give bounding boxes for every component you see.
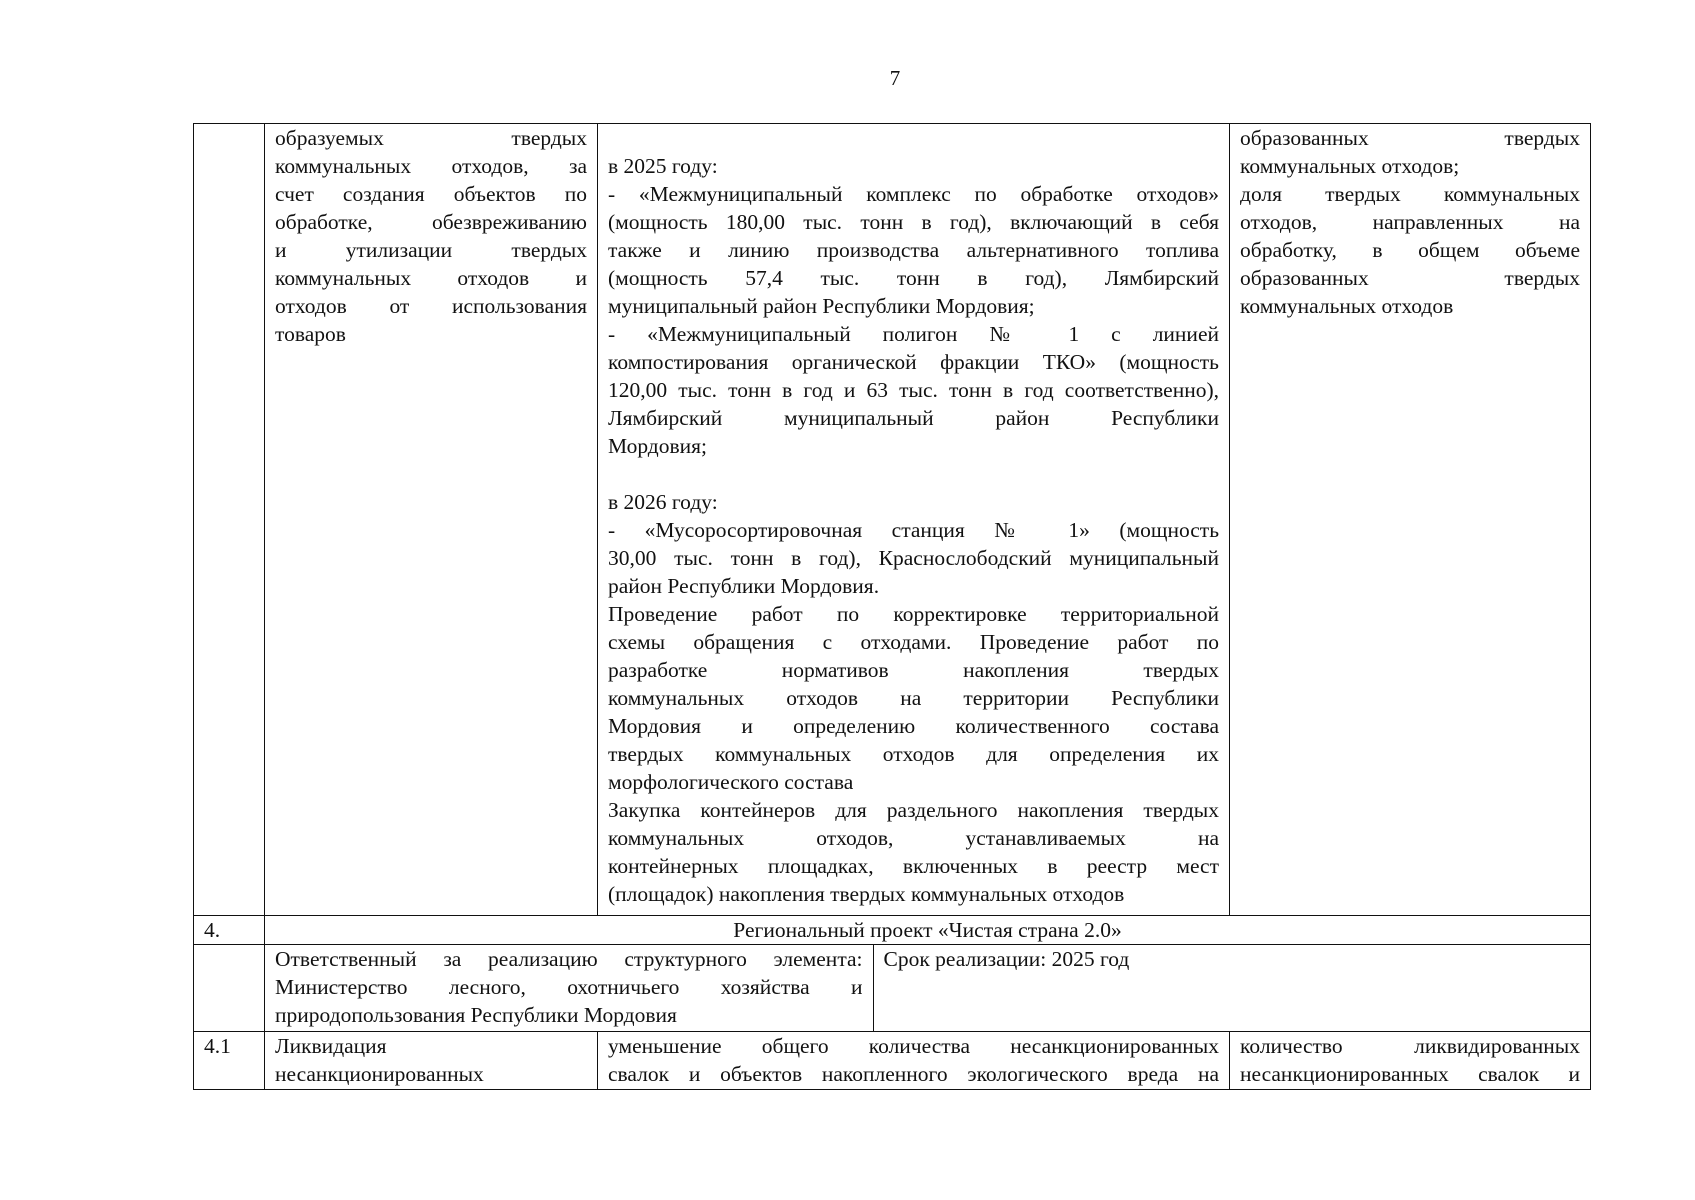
term-cell bbox=[873, 945, 1590, 1031]
responsible-line: Ответственный за реализацию структурного элемента: bbox=[275, 947, 863, 971]
blank-line bbox=[608, 460, 1219, 488]
task-line: счет создания объектов по bbox=[275, 182, 587, 206]
measure-line: свалок и объектов накопленного экологического вреда на bbox=[608, 1062, 1219, 1086]
measure-line: коммунальных отходов, устанавливаемых на bbox=[608, 826, 1219, 850]
responsible-container bbox=[265, 945, 1591, 1032]
measure-line: (мощность 57,4 тыс. тонн в год), Лямбирский bbox=[608, 266, 1219, 290]
measure-line: уменьшение общего количества несанкционированных bbox=[608, 1034, 1219, 1058]
task-line: образуемых твердых bbox=[275, 126, 587, 150]
row-number: 4. bbox=[194, 916, 265, 945]
indicator-cell bbox=[1230, 1032, 1591, 1090]
measure-line: муниципальный район Республики Мордовия; bbox=[608, 294, 1035, 318]
task-cell bbox=[265, 1032, 598, 1090]
measure-line: Закупка контейнеров для раздельного накопления твердых bbox=[608, 798, 1219, 822]
measures-table bbox=[193, 123, 1591, 1090]
row-number-cell bbox=[194, 945, 265, 1032]
measure-line: район Республики Мордовия. bbox=[608, 574, 880, 598]
responsible-line: Министерство лесного, охотничьего хозяйства и bbox=[275, 975, 863, 999]
row-number-cell bbox=[194, 124, 265, 916]
measure-line: Мордовия и определению количественного состава bbox=[608, 714, 1219, 738]
task-cell bbox=[265, 124, 598, 916]
indicator-line: доля твердых коммунальных bbox=[1240, 182, 1580, 206]
task-line: товаров bbox=[275, 322, 346, 346]
measure-line: 30,00 тыс. тонн в год), Краснослободский муниципальный bbox=[608, 546, 1219, 570]
measure-line: коммунальных отходов на территории Республики bbox=[608, 686, 1219, 710]
indicator-line: количество ликвидированных bbox=[1240, 1034, 1580, 1058]
task-line: отходов от использования bbox=[275, 294, 587, 318]
blank-line bbox=[608, 124, 1219, 152]
term-text: Срок реализации: 2025 год bbox=[883, 947, 1130, 971]
table-row-section-4 bbox=[194, 916, 1591, 945]
table-row-4-1 bbox=[194, 1032, 1591, 1090]
task-line: обработке, обезвреживанию bbox=[275, 210, 587, 234]
measure-line: разработке нормативов накопления твердых bbox=[608, 658, 1219, 682]
task-line: коммунальных отходов и bbox=[275, 266, 587, 290]
measure-line: контейнерных площадках, включенных в реестр мест bbox=[608, 854, 1219, 878]
indicator-line: несанкционированных свалок и bbox=[1240, 1062, 1580, 1086]
measure-line: 120,00 тыс. тонн в год и 63 тыс. тонн в год соответственно), bbox=[608, 378, 1219, 402]
measure-line: морфологического состава bbox=[608, 770, 854, 794]
measures-cell bbox=[598, 1032, 1230, 1090]
page-number: 7 bbox=[889, 66, 901, 90]
measure-line: Проведение работ по корректировке территориальной bbox=[608, 602, 1219, 626]
measure-line: также и линию производства альтернативного топлива bbox=[608, 238, 1219, 262]
indicator-line: коммунальных отходов bbox=[1240, 294, 1454, 318]
responsible-subtable bbox=[265, 945, 1590, 1031]
indicator-line: обработку, в общем объеме bbox=[1240, 238, 1580, 262]
measure-line: Мордовия; bbox=[608, 434, 708, 458]
row-number: 4.1 bbox=[194, 1032, 265, 1090]
indicator-line: образованных твердых bbox=[1240, 126, 1580, 150]
table-row-continuation bbox=[194, 124, 1591, 916]
measure-line: схемы обращения с отходами. Проведение работ по bbox=[608, 630, 1219, 654]
task-line: коммунальных отходов, за bbox=[275, 154, 587, 178]
task-line: Ликвидация bbox=[275, 1034, 387, 1058]
measure-line: Лямбирский муниципальный район Республики bbox=[608, 406, 1219, 430]
responsible-line: природопользования Республики Мордовия bbox=[275, 1003, 677, 1027]
measure-line: (мощность 180,00 тыс. тонн в год), включающий в себя bbox=[608, 210, 1219, 234]
measures-cell bbox=[598, 124, 1230, 916]
task-line: и утилизации твердых bbox=[275, 238, 587, 262]
measure-line: - «Мусоросортировочная станция № 1» (мощность bbox=[608, 518, 1219, 542]
section-title: Региональный проект «Чистая страна 2.0» bbox=[265, 916, 1591, 945]
table-row-responsible bbox=[194, 945, 1591, 1032]
measure-line: - «Межмуниципальный комплекс по обработке отходов» bbox=[608, 182, 1219, 206]
indicator-line: отходов, направленных на bbox=[1240, 210, 1580, 234]
measure-line: - «Межмуниципальный полигон № 1 с линией bbox=[608, 322, 1219, 346]
responsible-cell bbox=[265, 945, 873, 1031]
task-line: несанкционированных bbox=[275, 1062, 484, 1086]
measure-line: в 2025 году: bbox=[608, 154, 718, 178]
indicator-line: коммунальных отходов; bbox=[1240, 154, 1460, 178]
measure-line: твердых коммунальных отходов для определения их bbox=[608, 742, 1219, 766]
measure-line: (площадок) накопления твердых коммунальных отходов bbox=[608, 882, 1125, 906]
measure-line: компостирования органической фракции ТКО» (мощность bbox=[608, 350, 1219, 374]
measure-line: в 2026 году: bbox=[608, 490, 718, 514]
indicator-cell bbox=[1230, 124, 1591, 916]
indicator-line: образованных твердых bbox=[1240, 266, 1580, 290]
